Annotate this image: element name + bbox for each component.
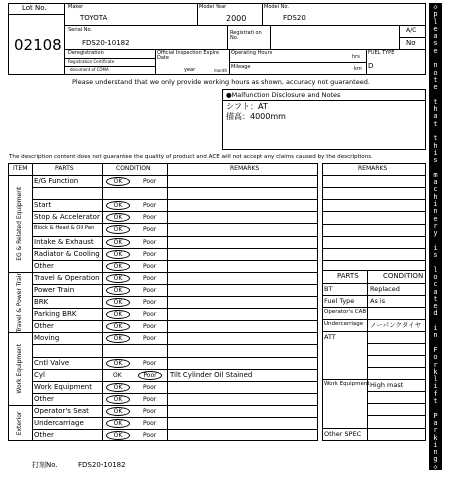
condition-ok: OK: [106, 177, 130, 186]
table-frame: [8, 163, 318, 441]
side-notice-char: P: [433, 411, 438, 420]
side-notice-char: e: [433, 24, 438, 33]
month-label: month: [214, 68, 227, 73]
side-notice-char: t: [433, 397, 438, 406]
side-notice-char: r: [433, 221, 438, 230]
part-name: Stop & Accelerator: [34, 213, 100, 222]
side-notice-char: t: [433, 294, 438, 303]
spec-condition: High mast: [370, 381, 404, 389]
side-notice-char: t: [433, 75, 438, 84]
spec-condition: ノーパンクタイヤ: [370, 321, 422, 329]
part-name: Intake & Exhaust: [34, 237, 94, 246]
spec-part: Operator's CAB: [324, 309, 367, 315]
part-name: Cyl: [34, 370, 45, 379]
condition-ok: OK: [106, 395, 130, 404]
condition-poor: Poor: [143, 311, 157, 319]
side-notice-char: n: [433, 61, 438, 70]
deregistration-label: Deregistration: [68, 50, 104, 56]
condition-poor: Poor: [143, 335, 157, 343]
side-notice-char: e: [433, 46, 438, 55]
part-name: Block & Head & Oil Pan: [34, 225, 95, 232]
condition-poor: Poor: [143, 226, 157, 234]
registration-no-label: Registrati on No.: [230, 30, 262, 41]
part-name: Start: [34, 201, 52, 210]
stamp-label: 打刻No.: [32, 461, 58, 469]
header-condition: CONDITION: [116, 165, 151, 172]
part-name: Moving: [34, 334, 60, 343]
malfunction-line-1: シフト：AT: [226, 102, 268, 111]
header-parts: PARTS: [55, 165, 74, 172]
model-year-label: Model Year: [199, 4, 227, 10]
side-notice-char: m: [433, 170, 438, 179]
side-notice-char: g: [433, 455, 438, 464]
item-group-label: Travel & Power Train: [16, 271, 23, 333]
maker-value: TOYOTA: [80, 14, 108, 22]
side-notice-char: s: [433, 156, 438, 165]
year-label: year: [184, 67, 196, 73]
document-coma-label: document of COMA: [70, 67, 109, 72]
side-notice-char: l: [433, 265, 438, 274]
part-name: Radiator & Cooling: [34, 249, 100, 258]
side-notice-char: a: [433, 178, 438, 187]
side-notice-char: t: [433, 134, 438, 143]
spec-part: Work Equipment: [324, 381, 370, 387]
side-notice-strip: [429, 3, 442, 470]
condition-ok: OK: [106, 383, 130, 392]
condition-ok: OK: [106, 250, 130, 259]
side-notice-char: i: [433, 200, 438, 209]
side-notice-char: i: [433, 243, 438, 252]
spec-part: ATT: [324, 333, 336, 341]
condition-ok: OK: [106, 262, 130, 271]
side-notice-char: d: [433, 309, 438, 318]
part-name: Other: [34, 322, 54, 331]
side-notice-char: i: [433, 440, 438, 449]
side-notice-char: c: [433, 185, 438, 194]
side-notice-char: h: [433, 192, 438, 201]
condition-ok: OK: [106, 225, 130, 234]
serial-value: FDS20-10182: [82, 39, 130, 47]
part-name: Other: [34, 261, 54, 270]
side-notice-char: r: [433, 360, 438, 369]
condition-poor: Poor: [143, 395, 157, 403]
model-no-value: FDS20: [283, 14, 306, 22]
disclaimer: The description content does not guarantee the quality of product and ACE will not accept any claims caused by the descriptions.: [9, 154, 373, 160]
side-notice-char: i: [433, 324, 438, 333]
condition-poor: Poor: [143, 323, 157, 331]
km-unit: km: [354, 66, 362, 72]
condition-poor: Poor: [143, 407, 157, 415]
side-notice-char: f: [433, 389, 438, 398]
side-notice-char: t: [433, 97, 438, 106]
part-name: Undercarriage: [34, 419, 84, 427]
item-group-label: EG & Related Equipment: [16, 186, 23, 261]
remark-text: Tilt Cylinder Oil Stained: [170, 370, 253, 379]
part-name: BRK: [34, 298, 49, 306]
ac-label: A/C: [406, 27, 417, 34]
condition-poor: Poor: [143, 250, 157, 258]
side-notice-char: s: [433, 251, 438, 260]
malfunction-title: ●Malfunction Disclosure and Notes: [226, 91, 341, 99]
hrs-unit: hrs: [352, 54, 360, 60]
side-notice-char: c: [433, 280, 438, 289]
condition-poor: Poor: [143, 359, 157, 367]
spec-parts-label: PARTS: [337, 272, 359, 280]
ac-value: No: [406, 39, 416, 47]
condition-poor: Poor: [143, 202, 157, 210]
part-name: Other: [34, 431, 54, 440]
side-notice-char: n: [433, 448, 438, 457]
spec-condition: Replaced: [370, 285, 400, 293]
side-notice-char: h: [433, 141, 438, 150]
header-frame: [8, 3, 426, 75]
condition-ok: OK: [106, 201, 130, 210]
lot-number: 02108: [14, 36, 62, 54]
side-notice-char: s: [433, 39, 438, 48]
condition-ok: OK: [106, 419, 130, 428]
condition-ok: OK: [106, 431, 130, 440]
side-notice-char: k: [433, 433, 438, 442]
header-remarks: REMARKS: [230, 165, 260, 172]
condition-poor: Poor: [143, 383, 157, 391]
condition-ok: OK: [106, 286, 130, 295]
malfunction-line-2: 描高：4000mm: [226, 112, 286, 121]
side-notice-char: ◇: [433, 462, 438, 471]
serial-label: Serial No.: [68, 27, 93, 33]
side-notice-char: l: [433, 17, 438, 26]
condition-poor: Poor: [143, 286, 157, 294]
spec-part: BT: [324, 285, 333, 293]
part-name: Parking BRK: [34, 310, 77, 319]
side-notice-char: p: [433, 10, 438, 19]
side-notice-char: F: [433, 345, 438, 354]
mileage-label: Mileage: [231, 64, 251, 70]
condition-ok: OK: [106, 298, 130, 307]
side-notice-char: e: [433, 83, 438, 92]
side-notice-char: y: [433, 229, 438, 238]
condition-poor: Poor: [143, 238, 157, 246]
spec-part: Undercarriage: [324, 321, 364, 327]
side-notice-char: ◇: [433, 3, 438, 11]
header-remarks-right: REMARKS: [358, 165, 388, 172]
condition-ok: OK: [106, 238, 130, 247]
side-notice-char: a: [433, 287, 438, 296]
part-name: Work Equipment: [34, 382, 92, 391]
reg-certificate-label: Registration Certificate: [68, 59, 115, 64]
side-notice-char: h: [433, 105, 438, 114]
condition-poor: Poor: [143, 262, 157, 270]
fuel-type-label: FUEL TYPE: [368, 50, 395, 56]
header-item: ITEM: [13, 165, 28, 172]
fuel-type-value: D: [368, 62, 374, 70]
side-notice-char: l: [433, 375, 438, 384]
side-notice-char: o: [433, 272, 438, 281]
side-notice-char: n: [433, 207, 438, 216]
part-name: Operator's Seat: [34, 406, 89, 415]
side-notice-char: o: [433, 353, 438, 362]
condition-ok: OK: [106, 407, 130, 416]
condition-ok: OK: [106, 334, 130, 343]
part-name: Power Train: [34, 285, 75, 294]
hours-notice: Please understand that we only provide working hours as shown, accuracy not guaranteed.: [72, 78, 370, 86]
spec-condition: As is: [370, 297, 386, 305]
condition-ok: OK: [106, 213, 130, 222]
condition-ok: OK: [106, 359, 130, 368]
lot-no-label: Lot No.: [22, 4, 47, 12]
stamp-value: FDS20-10182: [78, 461, 126, 469]
side-notice-char: o: [433, 68, 438, 77]
condition-ok: OK: [106, 322, 130, 331]
side-notice-char: a: [433, 418, 438, 427]
official-inspection-label: Official Inspection Expire Date: [157, 50, 220, 61]
model-year-value: 2000: [226, 14, 247, 23]
condition-poor: Poor: [143, 420, 157, 427]
condition-poor: Poor: [143, 299, 157, 306]
side-notice-char: e: [433, 214, 438, 223]
side-notice-char: n: [433, 331, 438, 340]
side-notice-char: i: [433, 382, 438, 391]
side-notice-char: k: [433, 367, 438, 376]
item-group-label: Work Equipment: [16, 343, 23, 394]
side-notice-char: e: [433, 302, 438, 311]
condition-poor: Poor: [143, 178, 157, 185]
spec-condition-label: CONDITION: [383, 272, 424, 280]
condition-poor: Poor: [143, 274, 157, 282]
side-notice-char: a: [433, 112, 438, 121]
condition-poor: Poor: [143, 432, 157, 440]
spec-part: Fuel Type: [324, 297, 355, 305]
operating-hours-label: Operating Hours: [231, 50, 273, 56]
condition-ok: OK: [113, 371, 122, 379]
condition-poor: Poor: [138, 371, 162, 380]
side-notice-char: r: [433, 426, 438, 435]
side-notice-char: t: [433, 119, 438, 128]
part-name: Travel & Operation: [34, 273, 100, 282]
condition-ok: OK: [106, 274, 130, 283]
condition-poor: Poor: [143, 214, 157, 222]
item-group-label: Exterior: [16, 411, 23, 435]
condition-ok: OK: [106, 310, 130, 319]
maker-label: Maker: [68, 4, 84, 10]
part-name: E/G Function: [34, 177, 79, 185]
side-notice-char: a: [433, 32, 438, 41]
part-name: Cntl Valve: [34, 358, 70, 367]
model-no-label: Model No.: [264, 4, 289, 10]
side-notice-char: i: [433, 148, 438, 157]
spec-part: Other SPEC: [324, 430, 362, 438]
part-name: Other: [34, 394, 54, 403]
